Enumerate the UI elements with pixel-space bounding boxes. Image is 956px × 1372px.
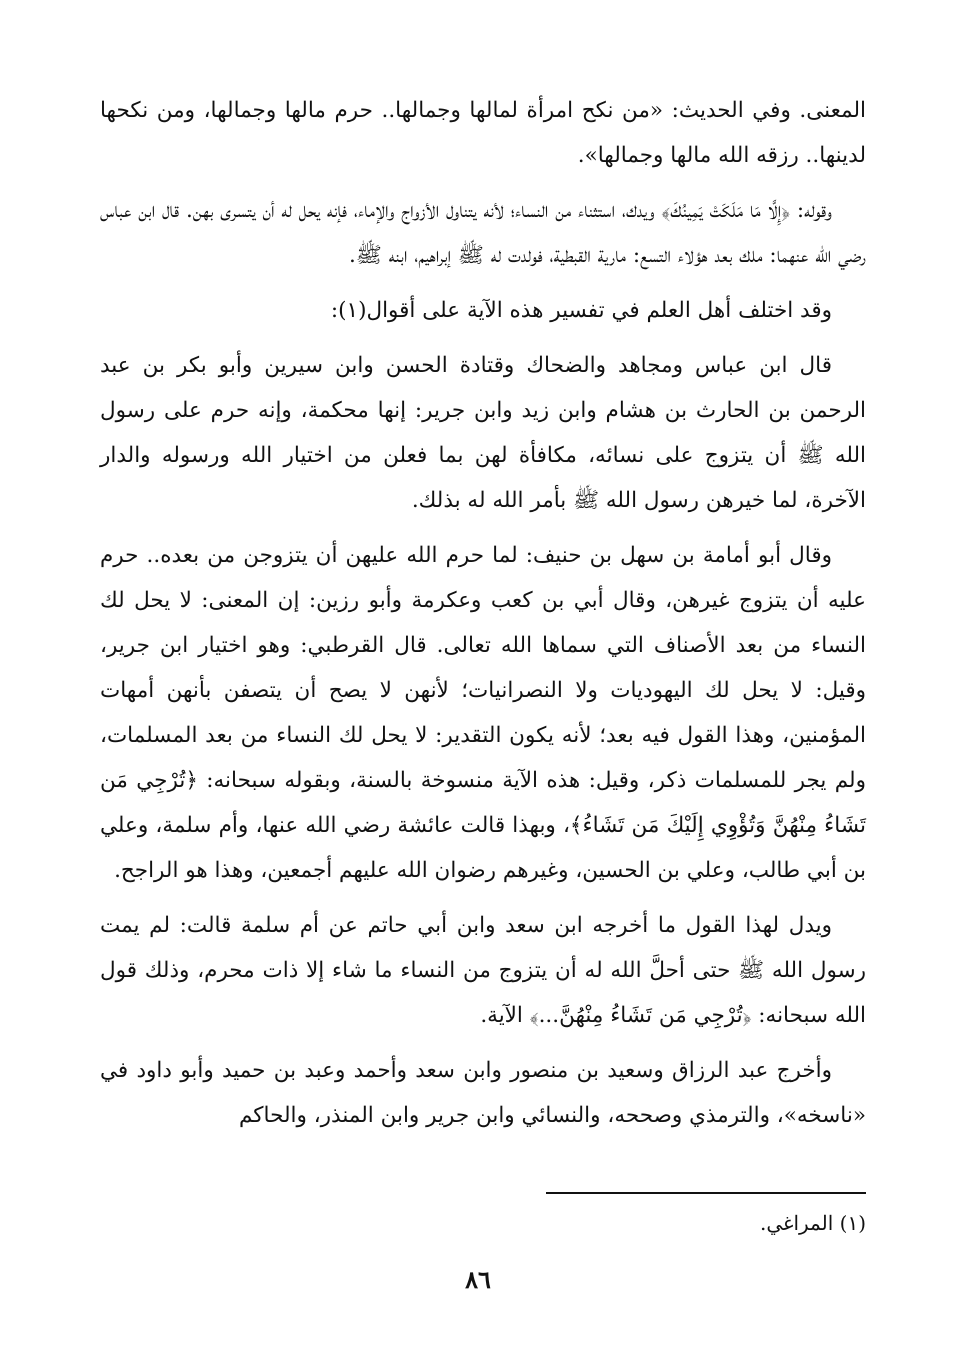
paragraph-gap [100, 1038, 866, 1048]
paragraph-5: وقال أبو أمامة بن سهل بن حنيف: لما حرم الله عليهن أن يتزوجن من بعده.. حرم عليه أن يتزوج غيرهن، وقال أبي بن كعب وعكرمة وأبو رزين: إن المعنى: لا يحل لك النساء من بعد الأصناف التي سماها الله تعالى. قال القرطبي: وهو اختيار ابن جرير، وقيل: لا يحل لك اليهوديات ولا النصرانيات؛ لأنهن لا يصح أن يتصفن بأنهن أمهات المؤمنين، وهذا القول فيه بعد؛ لأنه يكون التقدير: لا يحل لك النساء من بعد المسلمات، ولم يجر للمسلمات ذكر، وقيل: هذه الآية منسوخة بالسنة، وبقوله سبحانه: ﴿تُرْجِي مَن تَشَاءُ مِنْهُنَّ وَتُؤْوِي إِلَيْكَ مَن تَشَاءُ﴾، وبهذا قالت عائشة رضي الله عنها، وأم سلمة، وعلي بن أبي طالب، وعلي بن الحسين، وغيرهم رضوان الله عليهم أجمعين، وهذا هو الراجح. [100, 543, 866, 883]
paragraph-2: وقوله: ﴿إِلَّا مَا مَلَكَتْ يَمِينُكَ﴾ ويدك، استثناء من النساء؛ لأنه يتناول الأزواج والإماء، فإنه يحل له أن يتسرى بهن. قال ابن عباس رضي الله عنهما: ملك بعد هؤلاء التسع: مارية القبطية، فولدت له ﷺ إبراهيم، ابنه ﷺ. [100, 198, 866, 268]
footnote-text: المراغي. [759, 1211, 834, 1235]
page-number: ٨٦ [465, 1265, 491, 1294]
paragraph-3: وقد اختلف أهل العلم في تفسير هذه الآية على أقوال(١): [330, 298, 832, 323]
paragraph-gap [100, 178, 866, 188]
footnote-marker: (١) [839, 1211, 866, 1235]
paragraph-gap [100, 278, 866, 288]
paragraph-1: المعنى. وفي الحديث: «من نكح امرأة لمالها وجمالها.. حرم مالها وجمالها، ومن نكحها لدينها.. رزقه الله مالها وجمالها». [100, 98, 866, 168]
main-text [100, 88, 866, 1138]
paragraph-gap [100, 523, 866, 533]
paragraph-gap [100, 893, 866, 903]
paragraph-4: قال ابن عباس ومجاهد والضحاك وقتادة الحسن وابن سيرين وأبو بكر بن عبد الرحمن بن الحارث بن هشام وابن زيد وابن جرير: إنها محكمة، وإنه حرم على رسول الله ﷺ أن يتزوج على نسائه، مكافأة لهن بما فعلن من اختيار الله ورسوله والدار الآخرة، لما خيرهن رسول الله ﷺ بأمر الله له بذلك. [100, 353, 866, 513]
paragraph-6: ويدل لهذا القول ما أخرجه ابن سعد وابن أبي حاتم عن أم سلمة قالت: لم يمت رسول الله ﷺ حتى أحلَّ الله له أن يتزوج من النساء ما شاء إلا ذات محرم، وذلك قول الله سبحانه: ﴿تُرْجِي مَن تَشَاءُ مِنْهُنَّ...﴾ الآية. [100, 913, 866, 1028]
paragraph-gap [100, 333, 866, 343]
footnote-divider [546, 1192, 866, 1194]
paragraph-7: وأخرج عبد الرزاق وسعيد بن منصور وابن سعد وأحمد وعبد بن حميد وأبو داود في «ناسخه»، والترمذي وصححه، والنسائي وابن جرير وابن المنذر، والحاكم [100, 1058, 866, 1128]
footnote [760, 1208, 866, 1238]
